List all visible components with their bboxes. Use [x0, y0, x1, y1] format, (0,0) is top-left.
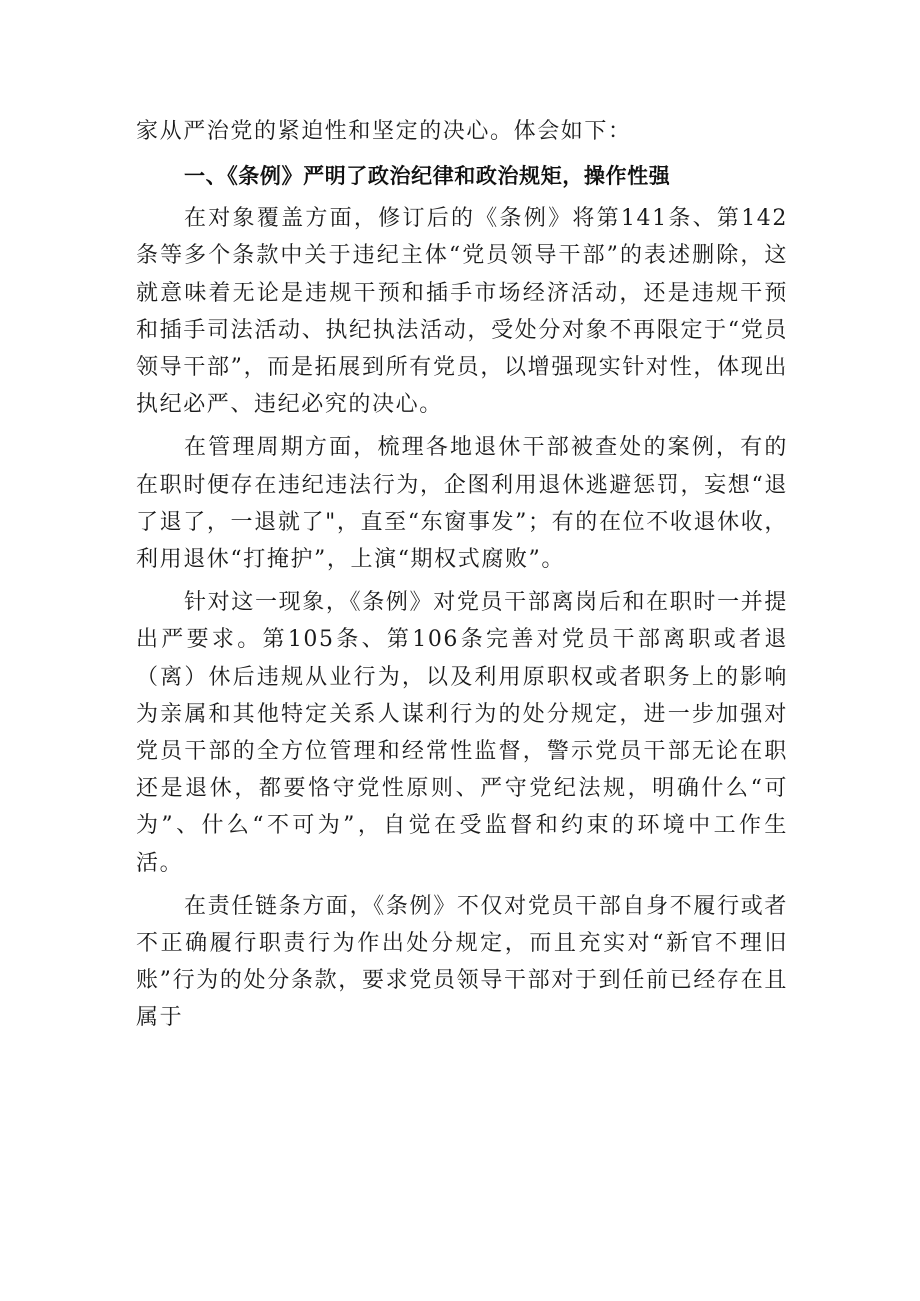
document-page: [136, 113, 788, 1037]
paragraph-responsibility-chain: 在责任链条方面，《条例》不仅对党员干部自身不履行或者不正确履行职责行为作出处分规定，而且充实对“新官不理旧账”行为的处分条款，要求党员领导干部对于到任前已经存在且属于: [136, 893, 788, 1031]
intro-paragraph: 家从严治党的紧迫性和坚定的决心。体会如下：: [136, 119, 632, 144]
section-heading: 一、《条例》严明了政治纪律和政治规矩，操作性强: [184, 164, 671, 189]
paragraph-management-cycle: 在管理周期方面，梳理各地退休干部被查处的案例，有的在职时便存在违纪违法行为，企图利用退休逃避惩罚，妄想“退了退了，一退就了"，直至“东窗事发”；有的在位不收退休收，利用退休“打掩护”，上演“期权式腐败”。: [136, 435, 788, 573]
paragraph-object-coverage: 在对象覆盖方面，修订后的《条例》将第141条、第142条等多个条款中关于违纪主体“党员领导干部”的表述删除，这就意味着无论是违规干预和插手市场经济活动，还是违规干预和插手司法活动、执纪执法活动，受处分对象不再限定于“党员领导干部”，而是拓展到所有党员，以增强现实针对性，体现出执纪必严、违纪必究的决心。: [136, 206, 788, 418]
paragraph-strict-requirements: 针对这一现象，《条例》对党员干部离岗后和在职时一并提出严要求。第105条、第106条完善对党员干部离职或者退（离）休后违规从业行为，以及利用原职权或者职务上的影响为亲属和其他特定关系人谋利行为的处分规定，进一步加强对党员干部的全方位管理和经常性监督，警示党员干部无论在职还是退休，都要恪守党性原则、严守党纪法规，明确什么“可为”、什么“不可为”，自觉在受监督和约束的环境中工作生活。: [136, 590, 788, 876]
